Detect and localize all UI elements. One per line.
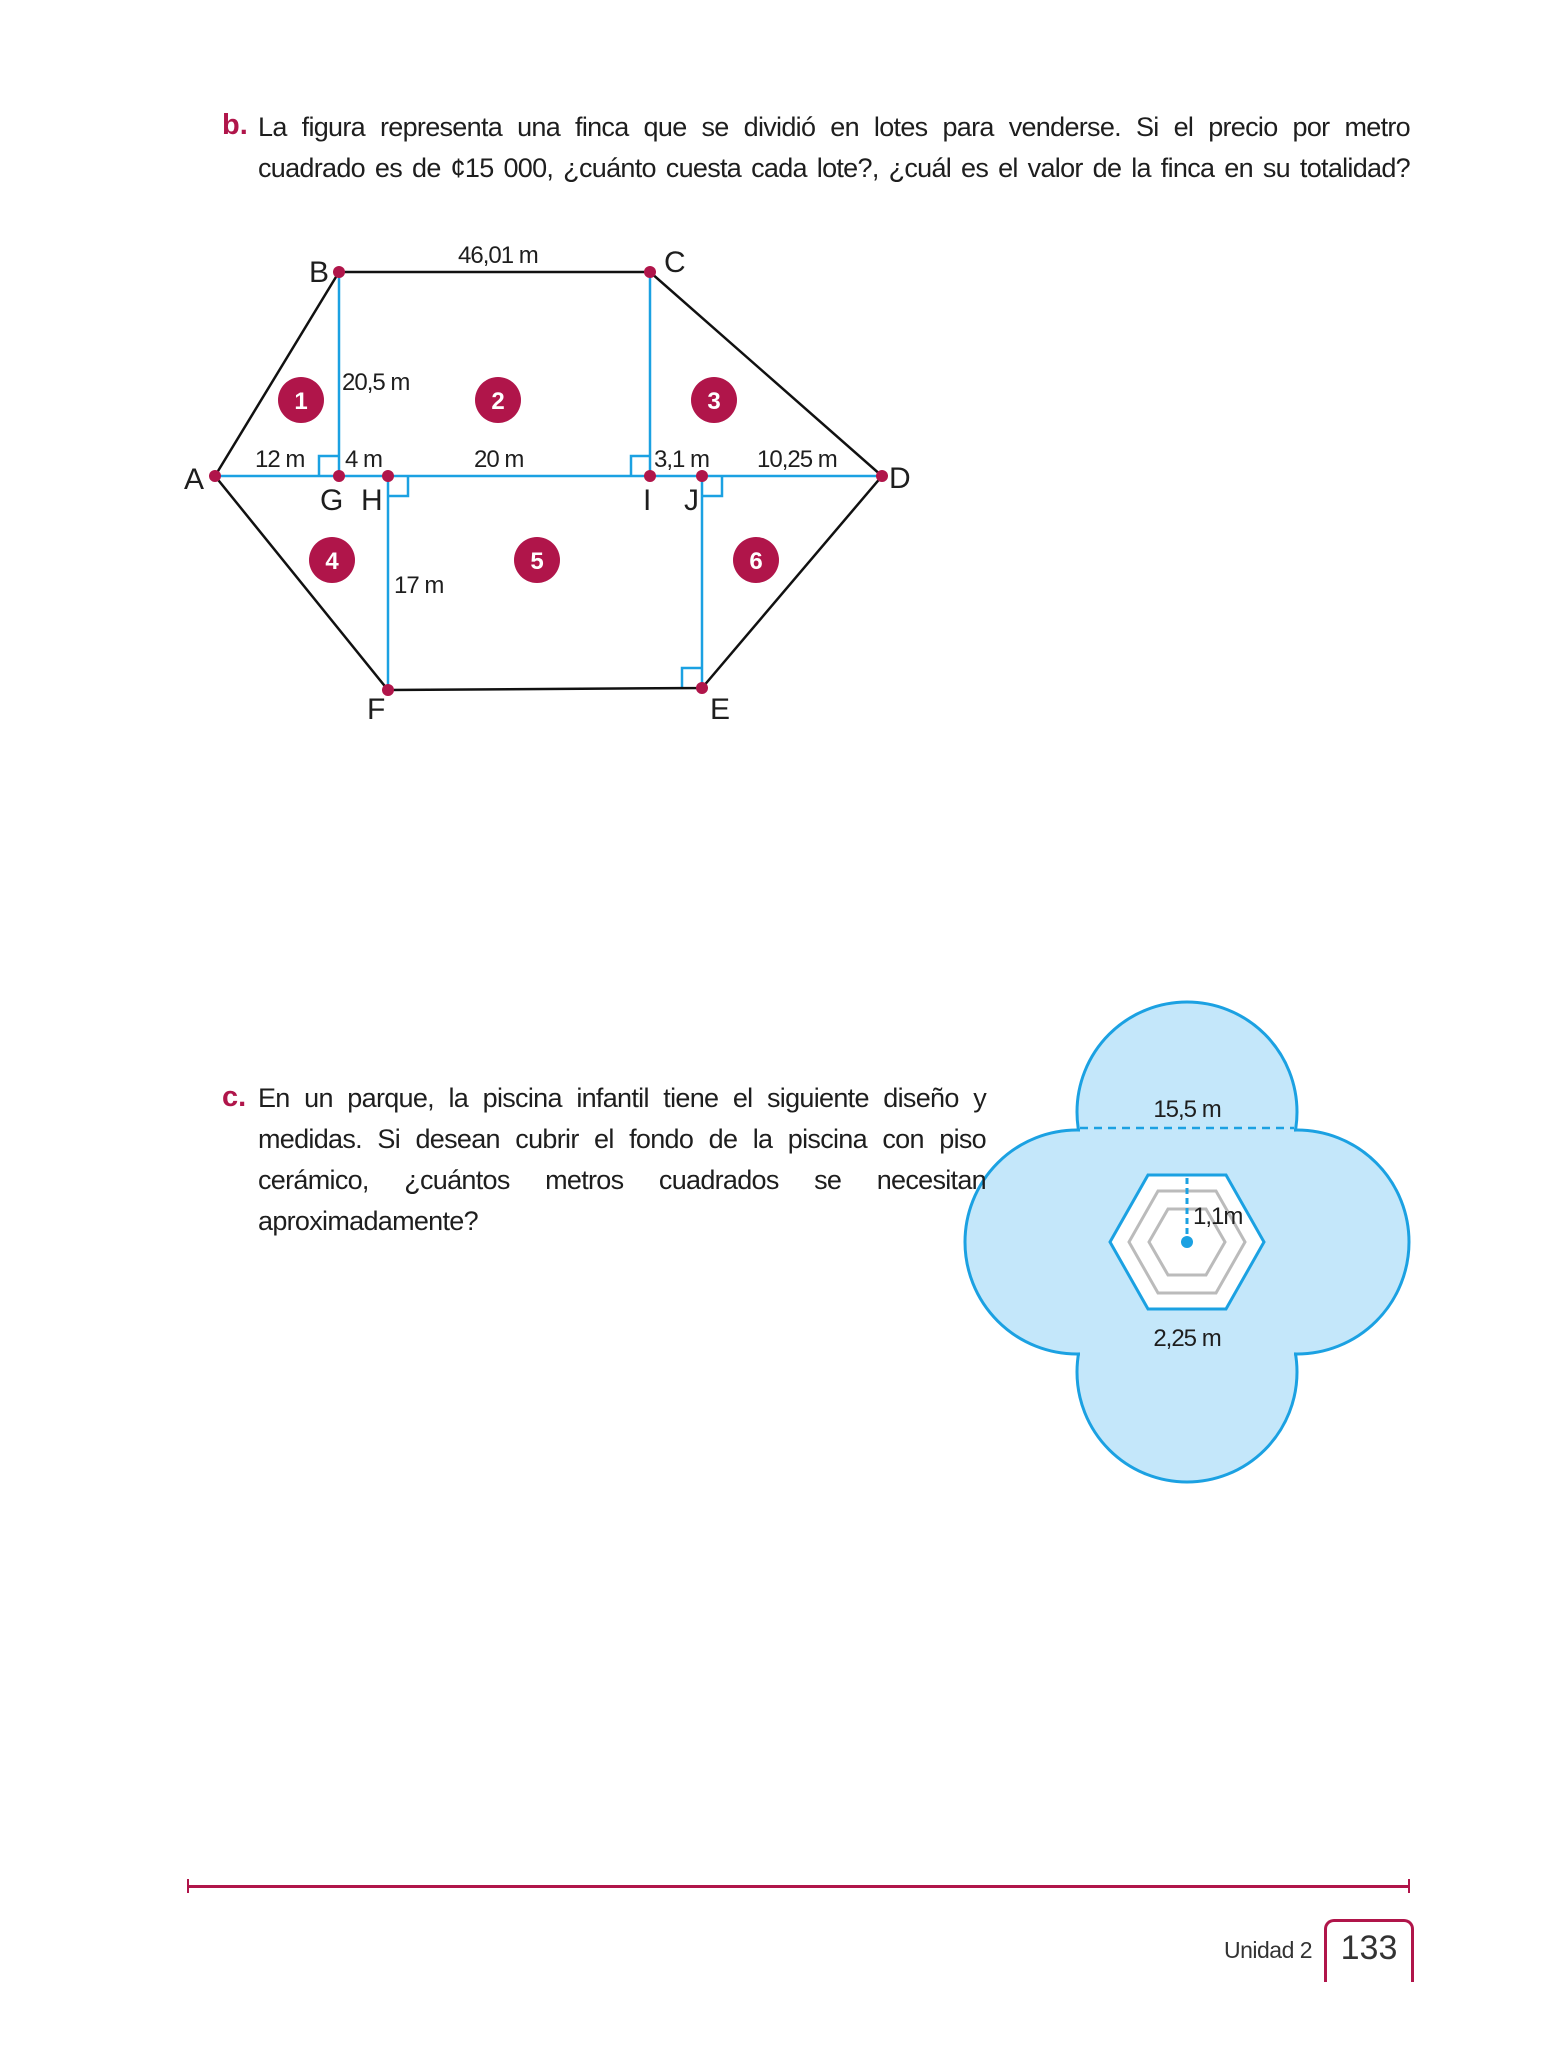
divider-tick — [187, 1879, 189, 1893]
point-j: J — [684, 484, 699, 517]
measure-ag: 12 m — [255, 446, 305, 473]
text-line: La figura representa una finca que se dividió en lotes para venderse. Si el precio por metro — [258, 112, 1410, 142]
exercise-c-text — [258, 1078, 986, 1242]
vertex-dots — [209, 266, 888, 696]
point-f: F — [367, 693, 386, 726]
inner-lines — [215, 272, 882, 690]
pool-width-label: 15,5 m — [1153, 1096, 1221, 1123]
point-g: G — [320, 484, 344, 517]
lot-4: 4 — [325, 548, 339, 575]
point-h: H — [361, 484, 383, 517]
measure-ij: 3,1 m — [654, 446, 710, 473]
divider-tick — [1408, 1879, 1410, 1893]
text-line: cuadrado es de ¢15 000, ¿cuánto cuesta cada lote?, ¿cuál es el valor de la finca en su totalidad? — [258, 153, 1410, 183]
text-line: medidas. Si desean cubrir el fondo de la piscina con piso — [258, 1124, 986, 1154]
measure-bc: 46,01 m — [458, 242, 538, 269]
pool-shape — [965, 1002, 1409, 1482]
measure-hf: 17 m — [394, 572, 444, 599]
exercise-c-marker: c. — [222, 1081, 247, 1113]
text-line: aproximadamente? — [258, 1206, 478, 1236]
exercise-b-marker: b. — [222, 109, 248, 141]
measure-hi: 20 m — [474, 446, 524, 473]
footer-divider — [188, 1885, 1410, 1888]
lot-3: 3 — [707, 388, 721, 415]
pool-side-label: 2,25 m — [1153, 1325, 1221, 1352]
measure-bg: 20,5 m — [342, 369, 410, 396]
point-d: D — [889, 462, 911, 495]
lot-6: 6 — [749, 548, 763, 575]
lot-2: 2 — [491, 388, 505, 415]
point-b: B — [309, 256, 330, 289]
pool-apothem-label: 1,1m — [1193, 1203, 1243, 1230]
page-number: 133 — [1324, 1919, 1414, 1982]
text-line: cerámico, ¿cuántos metros cuadrados se necesitan — [258, 1165, 986, 1195]
point-e: E — [710, 693, 731, 726]
unit-label: Unidad 2 — [1224, 1937, 1313, 1963]
point-a: A — [184, 463, 205, 496]
text-line: En un parque, la piscina infantil tiene el siguiente diseño y — [258, 1083, 986, 1113]
lot-5: 5 — [530, 548, 544, 575]
measure-gh: 4 m — [345, 446, 383, 473]
point-i: I — [643, 484, 652, 517]
measure-jd: 10,25 m — [757, 446, 837, 473]
finca-outline — [215, 272, 882, 690]
point-c: C — [664, 246, 686, 279]
lot-1: 1 — [294, 388, 308, 415]
